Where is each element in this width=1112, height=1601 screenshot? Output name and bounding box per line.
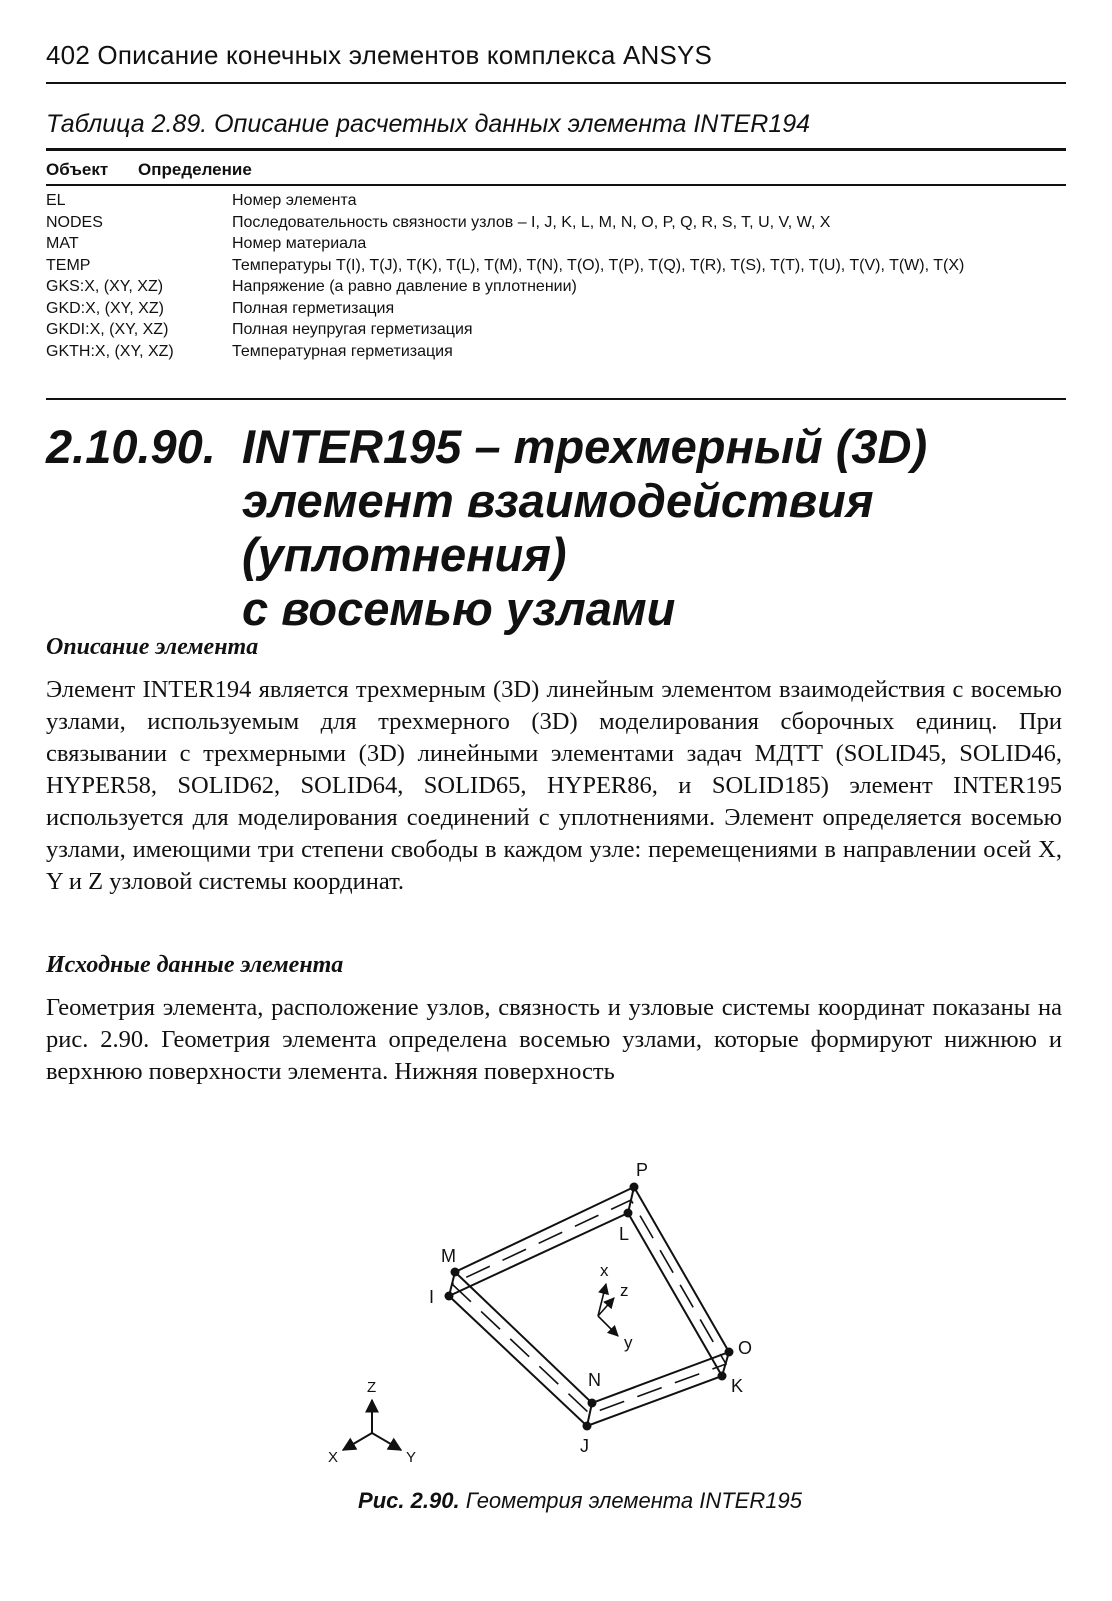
- row-key: EL: [46, 192, 66, 209]
- table-body: [46, 190, 1066, 362]
- node-label-o: O: [738, 1338, 753, 1358]
- figure-caption-label: Рис. 2.90.: [358, 1488, 460, 1513]
- row-key: GKDI:X, (XY, XZ): [46, 321, 169, 338]
- row-key: GKD:X, (XY, XZ): [46, 299, 164, 317]
- local-axis-x-label: x: [600, 1261, 609, 1280]
- row-value: Полная неупругая герметизация: [232, 321, 473, 338]
- global-axis-x-label: X: [328, 1449, 339, 1466]
- table-row: [46, 190, 1066, 212]
- element-geometry-figure: [300, 1150, 780, 1480]
- row-value: Полная герметизация: [232, 299, 395, 317]
- node-label-k: K: [731, 1376, 744, 1396]
- description-paragraph: Элемент INTER194 является трехмерным (3D) линейным элементом взаимодействия с восемью узлами, используемым для трехмерного (3D) моделирования сборочных единиц. При связывании с трехмерными (3D) линейными элементами задач МДТТ (SOLID45, SOLID46, HYPER58, SOLID62, SOLID64, SOLID65, HYPER86, и SOLID185) элемент INTER195 используется для моделирования соединений с уплотнениями. Элемент определяется восемью узлами, имеющими три степени свободы в каждом узле: перемещениями в направлении осей X, Y и Z узловой системы координат.: [46, 676, 1062, 895]
- node-label-j: J: [580, 1436, 589, 1456]
- global-axis-z-label: Z: [367, 1379, 377, 1396]
- table-header-rule: [46, 184, 1066, 186]
- table-row: [46, 233, 1066, 255]
- table-row: [46, 319, 1066, 341]
- node-label-n: N: [588, 1370, 601, 1390]
- table-row: [46, 255, 1066, 277]
- table-caption: Таблица 2.89. Описание расчетных данных элемента INTER194: [46, 110, 811, 138]
- row-value: Номер элемента: [232, 192, 357, 209]
- column-header-definition: Определение: [138, 160, 252, 179]
- input-data-heading: Исходные данные элемента: [46, 952, 344, 978]
- row-key: GKS:X, (XY, XZ): [46, 278, 164, 295]
- section-title: [242, 420, 1062, 636]
- row-value: Температуры T(I), T(J), T(K), T(L), T(M), T(N), T(O), T(P), T(Q), T(R), T(S), T(T), T(U), T(V), T(W), T(X): [232, 256, 965, 274]
- table-row: [46, 298, 1066, 320]
- table-row: [46, 212, 1066, 234]
- table-row: [46, 276, 1066, 298]
- row-key: TEMP: [46, 256, 91, 274]
- row-value: Последовательность связности узлов – I, J, K, L, M, N, O, P, Q, R, S, T, U, V, W, X: [232, 213, 831, 231]
- section-title-line: INTER195 – трехмерный (3D): [242, 420, 928, 473]
- row-value: Температурная герметизация: [232, 342, 453, 360]
- local-axis-y-label: y: [624, 1333, 633, 1352]
- figure-caption: [300, 1488, 860, 1514]
- node-label-l: L: [619, 1224, 630, 1244]
- section-title-line: с восемью узлами: [242, 582, 676, 635]
- row-value: Номер материала: [232, 235, 367, 252]
- table-row: [46, 341, 1066, 363]
- description-heading: Описание элемента: [46, 634, 259, 660]
- node-label-m: M: [441, 1246, 456, 1266]
- global-axis-y-label: Y: [406, 1449, 417, 1466]
- local-axis-z-label: z: [620, 1281, 629, 1300]
- figure-caption-text: Геометрия элемента INTER195: [465, 1488, 802, 1513]
- row-value: Напряжение (а равно давление в уплотнении): [232, 278, 577, 295]
- header-rule: [46, 82, 1066, 84]
- row-key: MAT: [46, 235, 79, 252]
- section-number: 2.10.90.: [46, 420, 216, 473]
- row-key: NODES: [46, 213, 103, 231]
- section-title-line: элемент взаимодействия: [242, 474, 874, 527]
- node-label-p: P: [636, 1160, 649, 1180]
- table-top-rule: [46, 148, 1066, 151]
- section-title-line: (уплотнения): [242, 528, 567, 581]
- node-label-i: I: [429, 1287, 435, 1307]
- row-key: GKTH:X, (XY, XZ): [46, 342, 174, 360]
- table-bottom-rule: [46, 398, 1066, 400]
- input-data-paragraph: Геометрия элемента, расположение узлов, связность и узловые системы координат показаны на рис. 2.90. Геометрия элемента определена восемью узлами, которые формируют нижнюю и верхнюю поверхности элемента. Нижняя поверхность: [46, 994, 1062, 1085]
- running-head: 402 Описание конечных элементов комплекса ANSYS: [46, 40, 713, 70]
- column-header-object: Объект: [46, 160, 109, 179]
- global-axes: [343, 1400, 401, 1450]
- local-axes: [598, 1284, 618, 1336]
